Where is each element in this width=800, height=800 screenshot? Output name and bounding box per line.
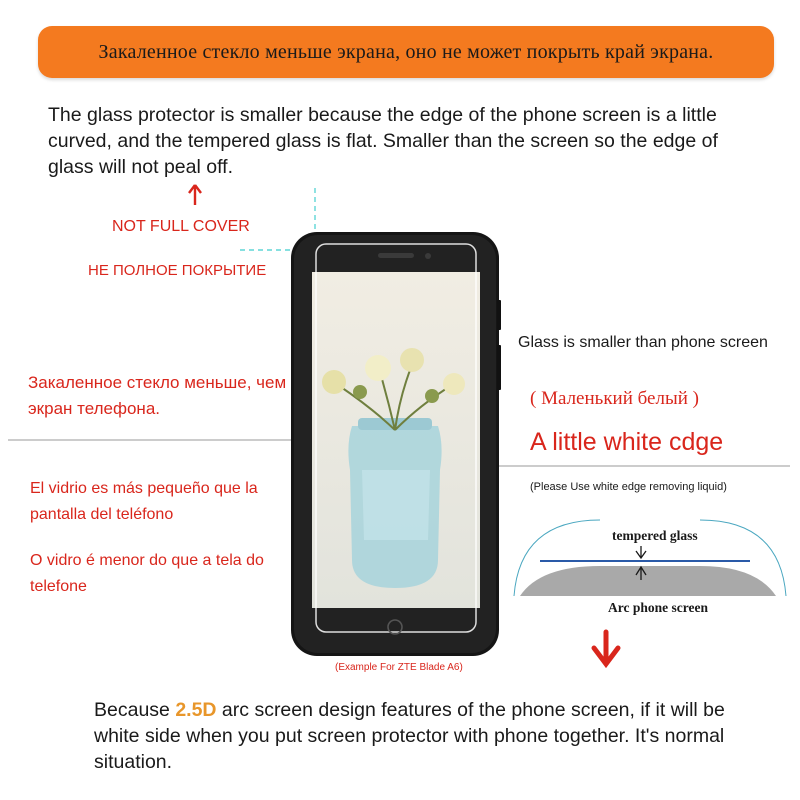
liquid-note: (Please Use white edge removing liquid) [530, 481, 727, 493]
tempered-glass-label: tempered glass [612, 528, 698, 543]
example-note: (Example For ZTE Blade A6) [335, 662, 463, 673]
ru-smaller-label: Закаленное стекло меньше, чем экран телефона. [28, 373, 287, 418]
pt-smaller-label: O vidro é menor do que a tela do telefone [30, 552, 264, 595]
not-full-cover-label: NOT FULL COVER [112, 218, 250, 235]
intro-text: The glass protector is smaller because the edge of the phone screen is a little curved, and the tempered glass is flat. Smaller than the screen so the edge of glass will not peal off. [48, 104, 718, 178]
banner-text: Закаленное стекло меньше экрана, оно не может покрыть край экрана. [98, 40, 714, 63]
es-smaller-label: El vidrio es más pequeño que la pantalla del teléfono [30, 480, 258, 523]
footer-text [94, 697, 774, 775]
arc-screen-label: Arc phone screen [608, 600, 708, 615]
footer-part1: Because [94, 699, 176, 721]
white-edge-label: A little white cdge [530, 428, 724, 456]
footer-part2: arc screen design features of the phone screen, if it will be white side when you put screen protector with phone together. It's normal situation. [94, 699, 725, 773]
not-full-cover-ru-label: НЕ ПОЛНОЕ ПОКРЫТИЕ [88, 262, 267, 279]
footer-highlight: 2.5D [175, 699, 217, 721]
ru-white-label: ( Маленький белый ) [530, 388, 699, 409]
glass-smaller-label: Glass is smaller than phone screen [518, 334, 768, 351]
